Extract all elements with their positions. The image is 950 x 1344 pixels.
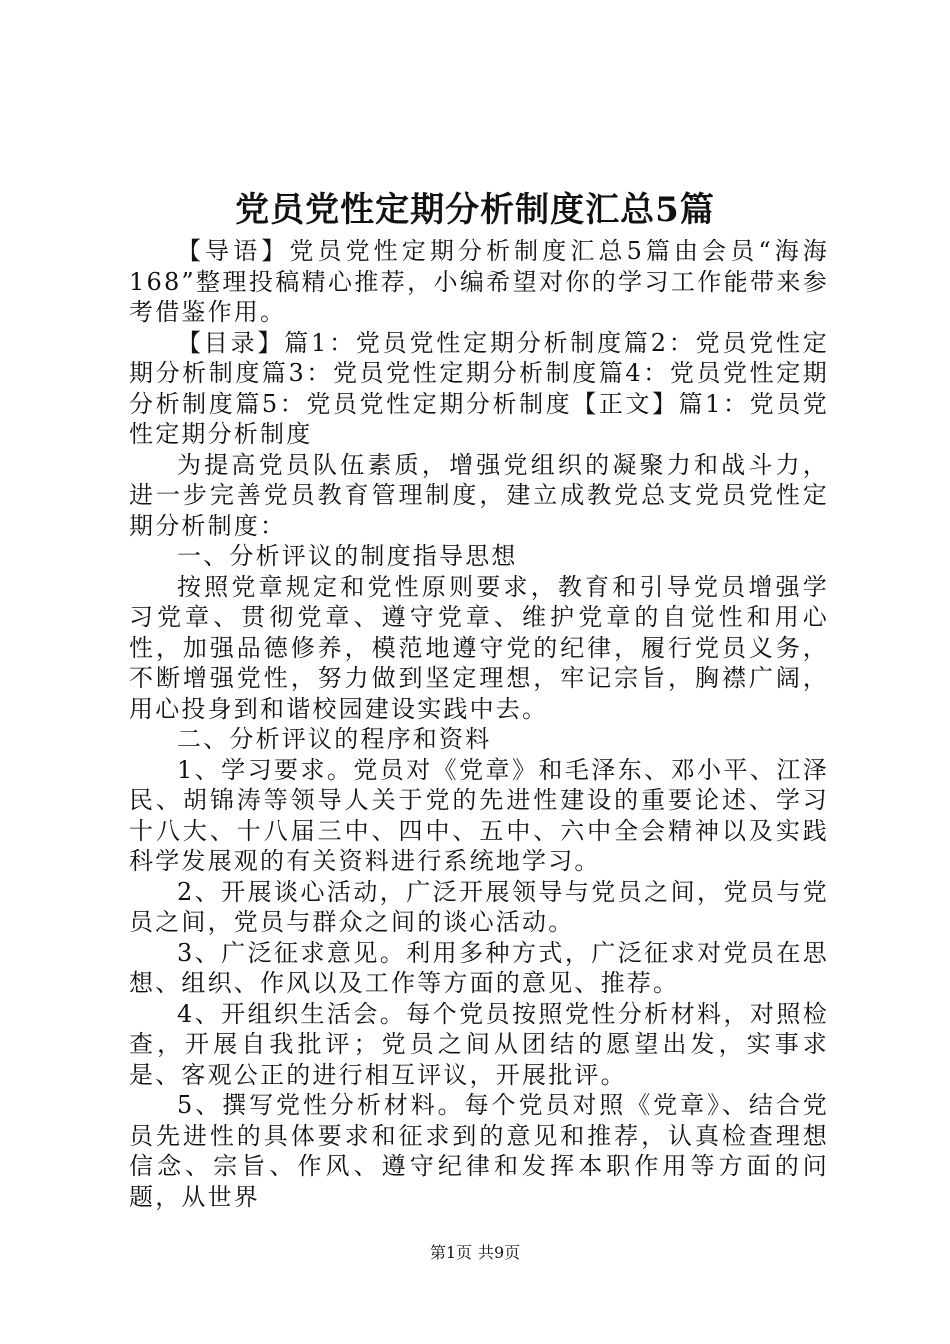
page-total: 共9页 (478, 1243, 521, 1262)
paragraph-preface: 为提高党员队伍素质，增强党组织的凝聚力和战斗力，进一步完善党员教育管理制度，建立成教党总支党员党性定期分析制度： (129, 450, 829, 540)
paragraph-toc: 【目录】篇1：党员党性定期分析制度篇2：党员党性定期分析制度篇3：党员党性定期分析制度篇4：党员党性定期分析制度篇5：党员党性定期分析制度【正文】篇1：党员党性定期分析制度 (129, 328, 829, 448)
list-item-4: 4、开组织生活会。每个党员按照党性分析材料，对照检查，开展自我批评；党员之间从团结的愿望出发，实事求是、客观公正的进行相互评议，开展批评。 (129, 999, 829, 1089)
document-title: 党员党性定期分析制度汇总5篇 (235, 190, 715, 230)
list-item-1: 1、学习要求。党员对《党章》和毛泽东、邓小平、江泽民、胡锦涛等领导人关于党的先进性建设的重要论述、学习十八大、十八届三中、四中、五中、六中全会精神以及实践科学发展观的有关资料进行系统地学习。 (129, 755, 829, 875)
paragraph-intro: 【导语】党员党性定期分析制度汇总5篇由会员“海海168”整理投稿精心推荐，小编希望对你的学习工作能带来参考借鉴作用。 (129, 237, 829, 326)
paragraph-section-1: 按照党章规定和党性原则要求，教育和引导党员增强学习党章、贯彻党章、遵守党章、维护党章的自觉性和用心性，加强品德修养，模范地遵守党的纪律，履行党员义务，不断增强党性，努力做到坚定理想，牢记宗旨，胸襟广阔，用心投身到和谐校园建设实践中去。 (129, 572, 829, 723)
list-item-5: 5、撰写党性分析材料。每个党员对照《党章》、结合党员先进性的具体要求和征求到的意见和推荐，认真检查理想信念、宗旨、作风、遵守纪律和发挥本职作用等方面的问题，从世界 (129, 1091, 829, 1211)
page-number: 第1页 (429, 1243, 472, 1262)
list-item-3: 3、广泛征求意见。利用多种方式，广泛征求对党员在思想、组织、作风以及工作等方面的意见、推荐。 (129, 938, 829, 997)
page-footer (0, 1243, 950, 1263)
list-item-2: 2、开展谈心活动，广泛开展领导与党员之间，党员与党员之间，党员与群众之间的谈心活动。 (129, 877, 829, 936)
document-body (129, 236, 829, 1212)
section-heading-1: 一、分析评议的制度指导思想 (177, 542, 518, 570)
section-heading-2: 二、分析评议的程序和资料 (177, 725, 492, 753)
